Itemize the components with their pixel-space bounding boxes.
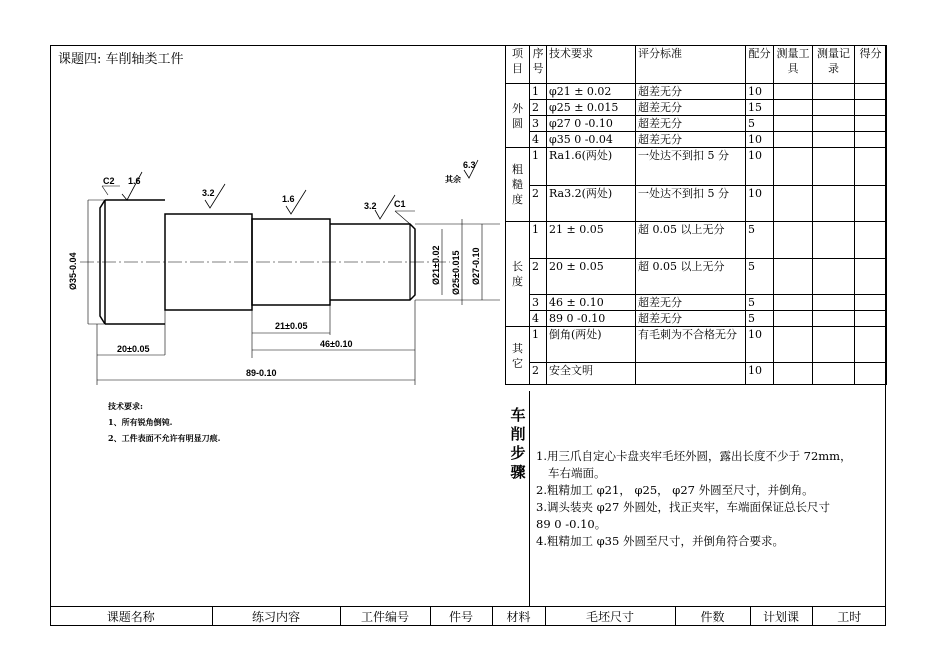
- row-std: 超 0.05 以上无分: [636, 259, 746, 295]
- dia-21-label: Ø21±0.02: [431, 245, 441, 285]
- row-std: 超差无分: [636, 132, 746, 148]
- row-std: 超差无分: [636, 311, 746, 327]
- row-score: 5: [746, 116, 774, 132]
- col-header: 技术要求: [547, 46, 636, 84]
- row-std: 超差无分: [636, 295, 746, 311]
- row-std: 超差无分: [636, 100, 746, 116]
- requirement-item: 2、工件表面不允许有明显刀痕.: [108, 433, 221, 443]
- row-no: 4: [530, 311, 547, 327]
- col-header: 序号: [530, 46, 547, 84]
- row-req: 21 ± 0.05: [547, 222, 636, 259]
- shaft-drawing: [50, 140, 505, 400]
- ra-1-6-right-label: 1.6: [282, 194, 295, 204]
- length-21-label: 21±0.05: [275, 321, 308, 331]
- row-req: Ra1.6(两处): [547, 148, 636, 186]
- footer-cell: 练习内容: [212, 607, 340, 627]
- row-no: 3: [530, 116, 547, 132]
- row-std: 一处达不到扣 5 分: [636, 186, 746, 222]
- steps-divider: [529, 391, 530, 606]
- ra-6-3-label: 6.3: [463, 160, 476, 170]
- row-std: 超 0.05 以上无分: [636, 222, 746, 259]
- step-line: 89 0 -0.10。: [536, 517, 607, 531]
- table-row: [506, 186, 887, 222]
- group-label: 其它: [506, 327, 530, 385]
- footer-cell: 毛坯尺寸: [545, 607, 675, 627]
- length-20-label: 20±0.05: [117, 344, 150, 354]
- row-no: 1: [530, 84, 547, 100]
- row-no: 2: [530, 259, 547, 295]
- footer-table: [50, 606, 886, 626]
- row-std: [636, 363, 746, 385]
- length-46-label: 46±0.10: [320, 339, 353, 349]
- ra-1-6-left-label: 1.6: [128, 176, 141, 186]
- chamfer-c2-label: C2: [103, 176, 115, 186]
- row-score: 5: [746, 295, 774, 311]
- table-row: [506, 295, 887, 311]
- row-std: 一处达不到扣 5 分: [636, 148, 746, 186]
- step-line: 车右端面。: [548, 466, 606, 480]
- row-no: 1: [530, 148, 547, 186]
- rest-label: 其余: [445, 175, 461, 184]
- footer-cell: 工件编号: [340, 607, 430, 627]
- dia-27-label: Ø27-0.10: [471, 247, 481, 285]
- row-score: 10: [746, 363, 774, 385]
- footer-cell: 件数: [675, 607, 750, 627]
- row-req: 安全文明: [547, 363, 636, 385]
- col-header: 测量工具: [774, 46, 813, 84]
- footer-cell: 材料: [492, 607, 545, 627]
- table-row: [506, 311, 887, 327]
- row-score: 5: [746, 259, 774, 295]
- table-row: [506, 327, 887, 363]
- steps-label: 车削步骤: [510, 406, 526, 481]
- col-header: 得分: [855, 46, 887, 84]
- chamfer-c1-label: C1: [394, 199, 406, 209]
- dia-25-label: Ø25±0.015: [451, 250, 461, 295]
- row-no: 2: [530, 100, 547, 116]
- row-score: 10: [746, 148, 774, 186]
- row-req: φ27 0 -0.10: [547, 116, 636, 132]
- col-header: 配分: [746, 46, 774, 84]
- row-no: 3: [530, 295, 547, 311]
- row-score: 5: [746, 222, 774, 259]
- row-req: Ra3.2(两处): [547, 186, 636, 222]
- group-label: 外圆: [506, 84, 530, 148]
- table-row: [506, 148, 887, 186]
- row-req: 46 ± 0.10: [547, 295, 636, 311]
- row-req: φ35 0 -0.04: [547, 132, 636, 148]
- footer-cell: 工时: [812, 607, 886, 627]
- row-req: 20 ± 0.05: [547, 259, 636, 295]
- col-header: 评分标准: [636, 46, 746, 84]
- row-score: 15: [746, 100, 774, 116]
- footer-cell: 件号: [430, 607, 492, 627]
- row-req: φ21 ± 0.02: [547, 84, 636, 100]
- row-no: 2: [530, 186, 547, 222]
- technical-requirements: [108, 398, 220, 446]
- turning-steps: [536, 448, 881, 550]
- row-std: 超差无分: [636, 116, 746, 132]
- row-req: 89 0 -0.10: [547, 311, 636, 327]
- row-no: 4: [530, 132, 547, 148]
- step-line: 2.粗精加工 φ21， φ25， φ27 外圆至尺寸，并倒角。: [536, 483, 814, 497]
- row-no: 1: [530, 327, 547, 363]
- row-score: 10: [746, 132, 774, 148]
- footer-cell: 课题名称: [50, 607, 212, 627]
- col-header: 测量记录: [813, 46, 855, 84]
- ra-3-2-left-label: 3.2: [202, 188, 215, 198]
- table-row: [506, 259, 887, 295]
- footer-cell: 计划课: [750, 607, 812, 627]
- dia-35-label: Ø35-0.04: [68, 252, 78, 290]
- row-std: 超差无分: [636, 84, 746, 100]
- row-no: 1: [530, 222, 547, 259]
- scoring-table: [505, 45, 887, 385]
- table-row: [506, 116, 887, 132]
- table-row: [506, 222, 887, 259]
- step-line: 4.粗精加工 φ35 外圆至尺寸，并倒角符合要求。: [536, 534, 784, 548]
- length-89-label: 89-0.10: [246, 368, 277, 378]
- requirements-title: 技术要求:: [108, 401, 143, 411]
- row-score: 5: [746, 311, 774, 327]
- requirement-item: 1、所有锐角倒钝.: [108, 417, 173, 427]
- table-row: [506, 363, 887, 385]
- table-row: [506, 100, 887, 116]
- table-header-row: [506, 46, 887, 84]
- row-score: 10: [746, 327, 774, 363]
- col-header: 项目: [506, 46, 530, 84]
- row-req: 倒角(两处): [547, 327, 636, 363]
- row-std: 有毛刺为不合格无分: [636, 327, 746, 363]
- ra-3-2-right-label: 3.2: [364, 201, 377, 211]
- row-score: 10: [746, 186, 774, 222]
- table-row: [506, 132, 887, 148]
- row-req: φ25 ± 0.015: [547, 100, 636, 116]
- page-title: 课题四: 车削轴类工件: [58, 52, 184, 67]
- table-row: [506, 84, 887, 100]
- row-no: 2: [530, 363, 547, 385]
- group-label: 粗糙度: [506, 148, 530, 222]
- row-score: 10: [746, 84, 774, 100]
- group-label: 长度: [506, 222, 530, 327]
- step-line: 3.调头装夹 φ27 外圆处，找正夹牢，车端面保证总长尺寸: [536, 500, 830, 514]
- step-line: 1.用三爪自定心卡盘夹牢毛坯外圆，露出长度不少于 72mm，: [536, 449, 852, 463]
